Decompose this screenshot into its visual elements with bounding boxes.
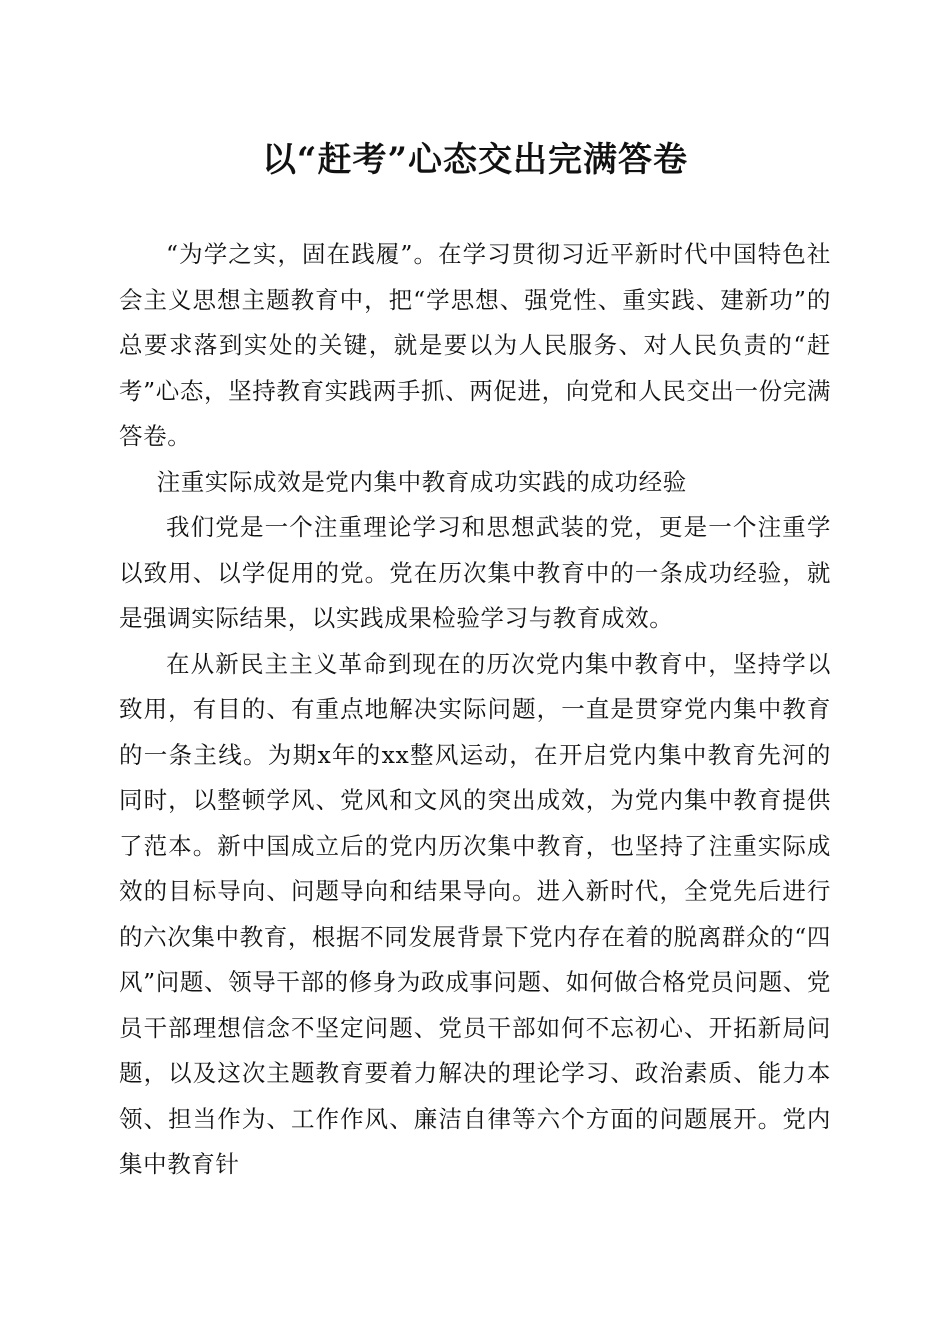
- document-body: [119, 232, 831, 1188]
- paragraph-experience: 我们党是一个注重理论学习和思想武装的党，更是一个注重学以致用、以学促用的党。党在历次集中教育中的一条成功经验，就是强调实际结果，以实践成果检验学习与教育成效。: [119, 513, 831, 632]
- paragraph-intro: “为学之实，固在践履”。在学习贯彻习近平新时代中国特色社会主义思想主题教育中，把“学思想、强党性、重实践、建新功”的总要求落到实处的关键，就是要以为人民服务、对人民负责的“赶考”心态，坚持教育实践两手抓、两促进，向党和人民交出一份完满答卷。: [119, 240, 831, 450]
- paragraph-history: 在从新民主主义革命到现在的历次党内集中教育中，坚持学以致用，有目的、有重点地解决实际问题，一直是贯穿党内集中教育的一条主线。为期x年的xx整风运动，在开启党内集中教育先河的同时，以整顿学风、党风和文风的突出成效，为党内集中教育提供了范本。新中国成立后的党内历次集中教育，也坚持了注重实际成效的目标导向、问题导向和结果导向。进入新时代，全党先后进行的六次集中教育，根据不同发展背景下党内存在着的脱离群众的“四风”问题、领导干部的修身为政成事问题、如何做合格党员问题、党员干部理想信念不坚定问题、党员干部如何不忘初心、开拓新局问题，以及这次主题教育要着力解决的理论学习、政治素质、能力本领、担当作为、工作作风、廉洁自律等六个方面的问题展开。党内集中教育针: [119, 649, 831, 1178]
- document-title: 以“赶考”心态交出完满答卷: [261, 140, 689, 180]
- section-heading: 注重实际成效是党内集中教育成功实践的成功经验: [156, 467, 687, 496]
